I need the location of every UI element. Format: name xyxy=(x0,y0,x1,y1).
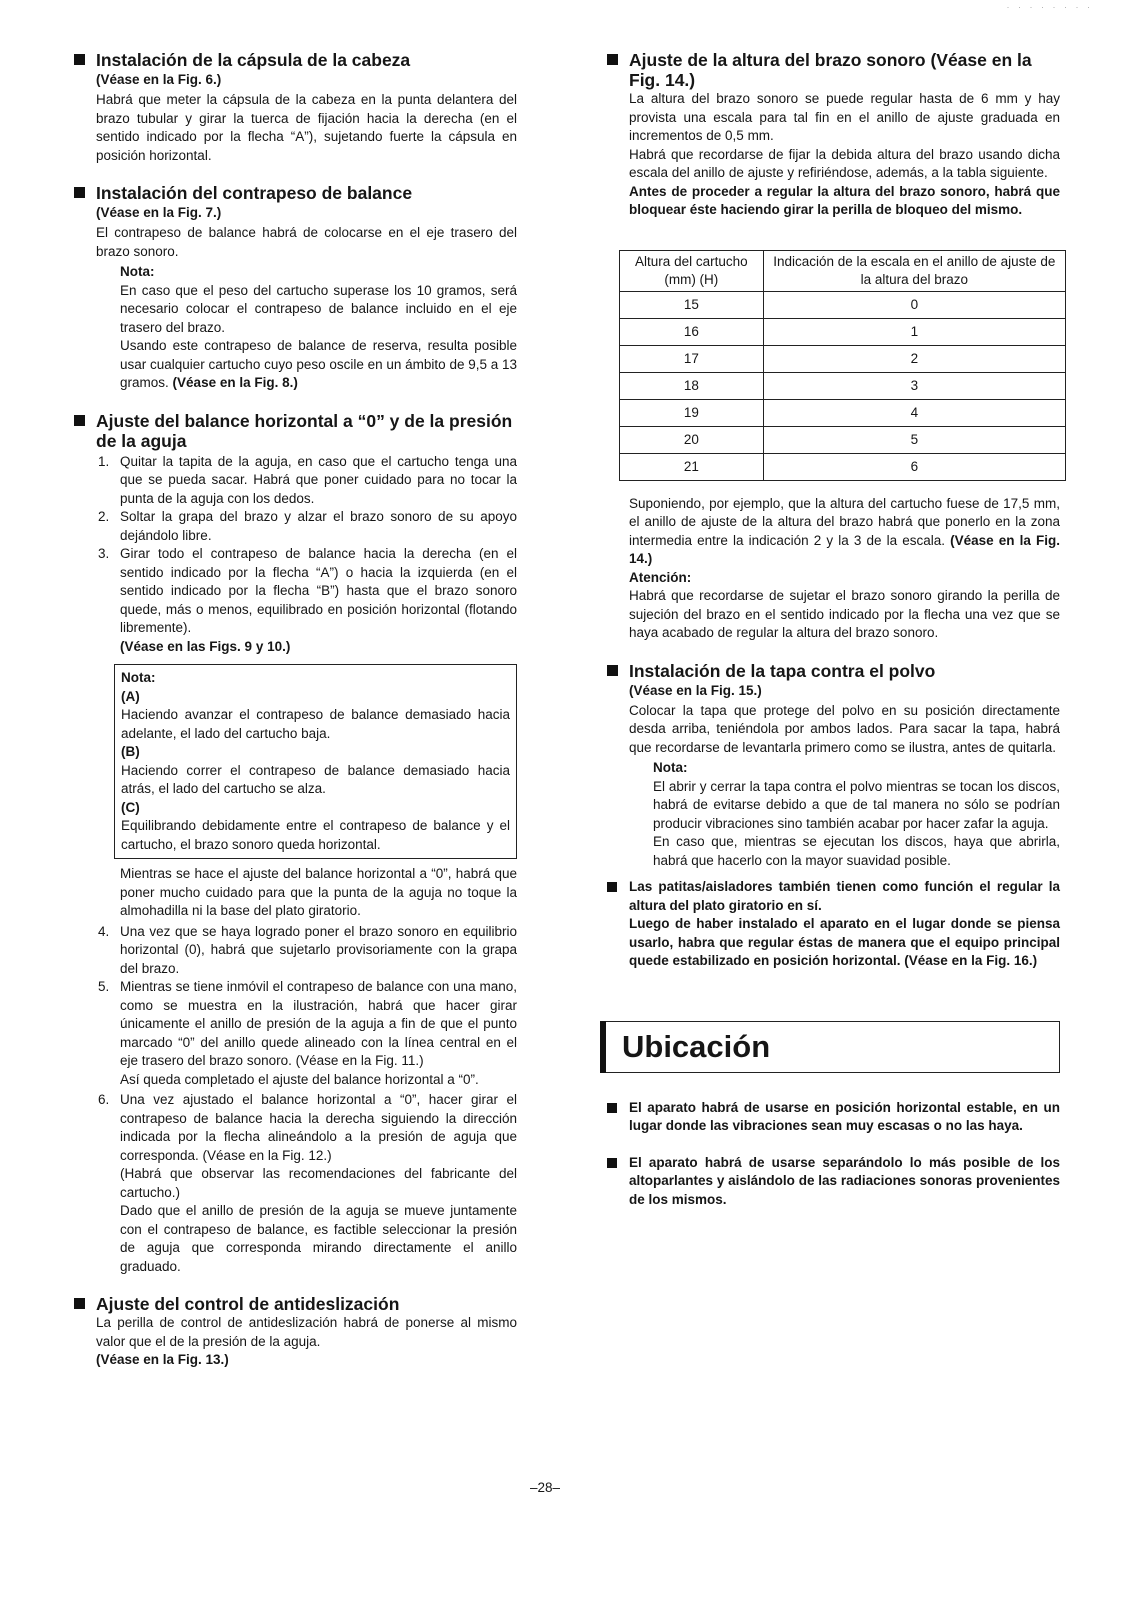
note-text: Usando este contrapeso de balance de reserva, resulta posible usar cualquier cartucho cuyo peso oscile en un ámbito de 9,5 a 13 gramos. (Véase en la Fig. 8.) xyxy=(120,338,517,390)
paragraph: Antes de proceder a regular la altura del brazo sonoro, habrá que bloquear éste haciendo girar la perilla de bloqueo del mismo. xyxy=(629,183,1060,217)
note-label: Nota: xyxy=(121,670,156,685)
note-text-b: Haciendo correr el contrapeso de balance demasiado hacia atrás, el lado del cartucho se alza. xyxy=(121,762,510,796)
note-box xyxy=(114,664,517,859)
section-title-box xyxy=(605,1021,1060,1073)
figure-reference: (Véase en la Fig. 8.) xyxy=(172,375,298,390)
paragraph: Suponiendo, por ejemplo, que la altura del cartucho fuese de 17,5 mm, el anillo de ajuste de la altura del brazo habrá que ponerlo en la zona intermedia entre la indicación 2 y la 3 de la escala. (Véase en la Fig. 14.) xyxy=(629,495,1060,566)
paragraph: Habrá que recordarse de sujetar el brazo sonoro girando la perilla de sujeción del brazo en el sentido indicado por la flecha una vez que se haya acabado de regular la altura del brazo sonoro. xyxy=(629,588,1060,640)
table-row: 21 6 xyxy=(620,453,1066,480)
left-column xyxy=(72,50,517,1370)
paragraph: Habrá que recordarse de fijar la debida altura del brazo usando dicha escala del anillo de ajuste y refiriéndose, además, a la tabla siguiente. xyxy=(629,146,1060,180)
figure-reference: (Véase en la Fig. 14.) xyxy=(629,532,1060,566)
bullet-square-icon xyxy=(74,415,85,426)
section-heading-counterweight: Instalación del contrapeso de balance xyxy=(72,183,517,203)
page-section-title: Ubicación xyxy=(622,1028,771,1064)
note-letter-c: (C) xyxy=(121,799,140,815)
paragraph: La perilla de control de antideslización habrá de ponerse al mismo valor que el de la presión de la aguja. xyxy=(96,1315,517,1349)
attention-label: Atención: xyxy=(629,569,692,585)
bullet-square-icon xyxy=(74,1298,85,1309)
section-heading-dust-cover: Instalación de la tapa contra el polvo xyxy=(605,661,1060,681)
note-text-c: Equilibrando debidamente entre el contrapeso de balance y el cartucho, el brazo sonoro queda horizontal. xyxy=(121,818,510,852)
page-number: –28– xyxy=(530,1480,561,1495)
paragraph: El contrapeso de balance habrá de colocarse en el eje trasero del brazo sonoro. xyxy=(96,225,517,259)
note-label: Nota: xyxy=(653,760,688,775)
bullet-square-icon xyxy=(607,54,618,65)
section-heading-horizontal-balance: Ajuste del balance horizontal a “0” y de la presión de la aguja xyxy=(72,411,517,451)
column-header: Altura del cartucho (mm) (H) xyxy=(620,250,764,291)
bullet-paragraph-feet: Las patitas/aisladores también tienen como función el regular la altura del plato giratorio en sí. Luego de haber instalado el aparato en el lugar donde se piensa usarlo, habra que regular éstas de manera que el equipo principal quede estabilizado en posición horizontal. (Véase en la Fig. 16.) xyxy=(605,878,1060,971)
list-item: 3. Girar todo el contrapeso de balance hacia la derecha (en el sentido indicado por la flecha “A”) o hacia la izquierda (en el sentido indicado por la flecha “B”) hasta que el brazo sonoro quede, más o menos, equilibrado en posición horizontal (flotando libremente). xyxy=(98,546,517,635)
bullet-square-icon xyxy=(74,54,85,65)
bullet-square-icon xyxy=(607,1158,617,1168)
bullet-square-icon xyxy=(607,665,618,676)
section-heading-antiskating: Ajuste del control de antideslización xyxy=(72,1294,517,1314)
paragraph: Dado que el anillo de presión de la aguja se mueve juntamente con el contrapeso de balance, es factible seleccionar la presión de aguja que corresponda mirando directamente el anillo graduado. xyxy=(120,1203,517,1274)
bullet-square-icon xyxy=(74,187,85,198)
list-item: 2. Soltar la grapa del brazo y alzar el brazo sonoro de su apoyo dejándolo libre. xyxy=(98,509,517,543)
figure-reference: (Véase en la Fig. 7.) xyxy=(96,205,222,220)
title-bar-decoration xyxy=(600,1021,606,1073)
table-row: 19 4 xyxy=(620,399,1066,426)
note-text: En caso que el peso del cartucho superase los 10 gramos, será necesario colocar el contrapeso de balance incluido en el eje trasero del brazo. xyxy=(120,282,517,335)
table-header-row xyxy=(620,250,1066,291)
table-row: 18 3 xyxy=(620,372,1066,399)
table-row: 16 1 xyxy=(620,318,1066,345)
table-row: 17 2 xyxy=(620,345,1066,372)
section-heading-head-shell: Instalación de la cápsula de la cabeza xyxy=(72,50,517,70)
figure-reference: (Véase en la Fig. 6.) xyxy=(96,72,222,87)
paragraph: La altura del brazo sonoro se puede regular hasta de 6 mm y hay provista una escala para tal fin en el anillo de ajuste graduada en incrementos de 0,5 mm. xyxy=(629,91,1060,143)
bullet-square-icon xyxy=(607,882,617,892)
figure-reference: (Véase en la Fig. 15.) xyxy=(629,682,762,698)
column-header: Indicación de la escala en el anillo de ajuste de la altura del brazo xyxy=(763,250,1065,291)
paragraph: Así queda completado el ajuste del balance horizontal a “0”. xyxy=(120,1071,479,1087)
note-text: En caso que, mientras se ejecutan los discos, haya que abrirla, habrá que hacerlo con la mayor suavidad posible. xyxy=(653,834,1060,868)
table-row: 20 5 xyxy=(620,426,1066,453)
paragraph: (Habrá que observar las recomendaciones del fabricante del cartucho.) xyxy=(120,1166,517,1200)
figure-reference: (Véase en las Figs. 9 y 10.) xyxy=(120,638,291,654)
table-row: 15 0 xyxy=(620,291,1066,318)
right-column xyxy=(605,50,1060,1209)
note-text: El abrir y cerrar la tapa contra el polvo mientras se tocan los discos, habrá de evitarse debido a que de tal manera no sólo se podrían producir vibraciones sino también acabar por hacer zafar la aguja. xyxy=(653,778,1060,831)
steps-list xyxy=(72,923,517,1071)
bullet-paragraph-location: El aparato habrá de usarse separándolo lo más posible de los altoparlantes y aislándolo de las radiaciones sonoras provenientes de los mismos. xyxy=(605,1154,1060,1210)
bullet-paragraph-location: El aparato habrá de usarse en posición horizontal estable, en un lugar donde las vibraciones sean muy escasas o no las haya. xyxy=(605,1099,1060,1136)
list-item: 4. Una vez que se haya logrado poner el brazo sonoro en equilibrio horizontal (0), habrá que sujetarlo provisoriamente con la grapa del brazo. xyxy=(98,923,517,976)
paragraph: Mientras se hace el ajuste del balance horizontal a “0”, habrá que poner mucho cuidado para que la punta de la aguja no toque la almohadilla ni la base del plato giratorio. xyxy=(120,866,517,918)
bullet-square-icon xyxy=(607,1103,617,1113)
paragraph: Habrá que meter la cápsula de la cabeza en la punta delantera del brazo tubular y girar la tuerca de fijación hacia la derecha (en el sentido indicado por la flecha “A”), sujetando fuerte la cápsula en posición horizontal. xyxy=(96,92,517,163)
list-item: 6. Una vez ajustado el balance horizontal a “0”, hacer girar el contrapeso de balance hacia la derecha siguiendo la dirección indicada por la flecha alineándolo a la presión de aguja que corresponda. (Véase en la Fig. 12.) xyxy=(98,1092,517,1163)
note-label: Nota: xyxy=(120,264,155,279)
figure-reference: (Véase en la Fig. 13.) xyxy=(96,1352,229,1367)
list-item: 1. Quitar la tapita de la aguja, en caso que el cartucho tenga una que se pueda sacar. Habrá que poner cuidado para no tocar la punta de la aguja con los dedos. xyxy=(98,453,517,506)
steps-list xyxy=(72,1091,517,1165)
height-table xyxy=(619,250,1066,481)
list-item: 5. Mientras se tiene inmóvil el contrapeso de balance con una mano, como se muestra en la ilustración, habrá que hacer girar únicamente el anillo de presión de la aguja a fin de que el punto marcado “0” del anillo quede alineado con la línea central en el eje trasero del brazo sonoro. (Véase en la Fig. 11.) xyxy=(98,979,517,1068)
note-letter-a: (A) xyxy=(121,688,140,704)
paragraph: Colocar la tapa que protege del polvo en su posición directamente desda arriba, teniéndola por ambos lados. Para sacar la tapa, habrá que recordarse de levantarla primero como se ilustra, antes de quitarla. xyxy=(629,702,1060,755)
note-text-a: Haciendo avanzar el contrapeso de balance demasiado hacia adelante, el lado del cartucho baja. xyxy=(121,707,510,741)
steps-list xyxy=(72,453,517,638)
note-letter-b: (B) xyxy=(121,744,140,759)
scan-artifact: · · · · · · · · xyxy=(1006,2,1093,12)
section-heading-arm-height: Ajuste de la altura del brazo sonoro (Véase en la Fig. 14.) xyxy=(605,50,1060,90)
